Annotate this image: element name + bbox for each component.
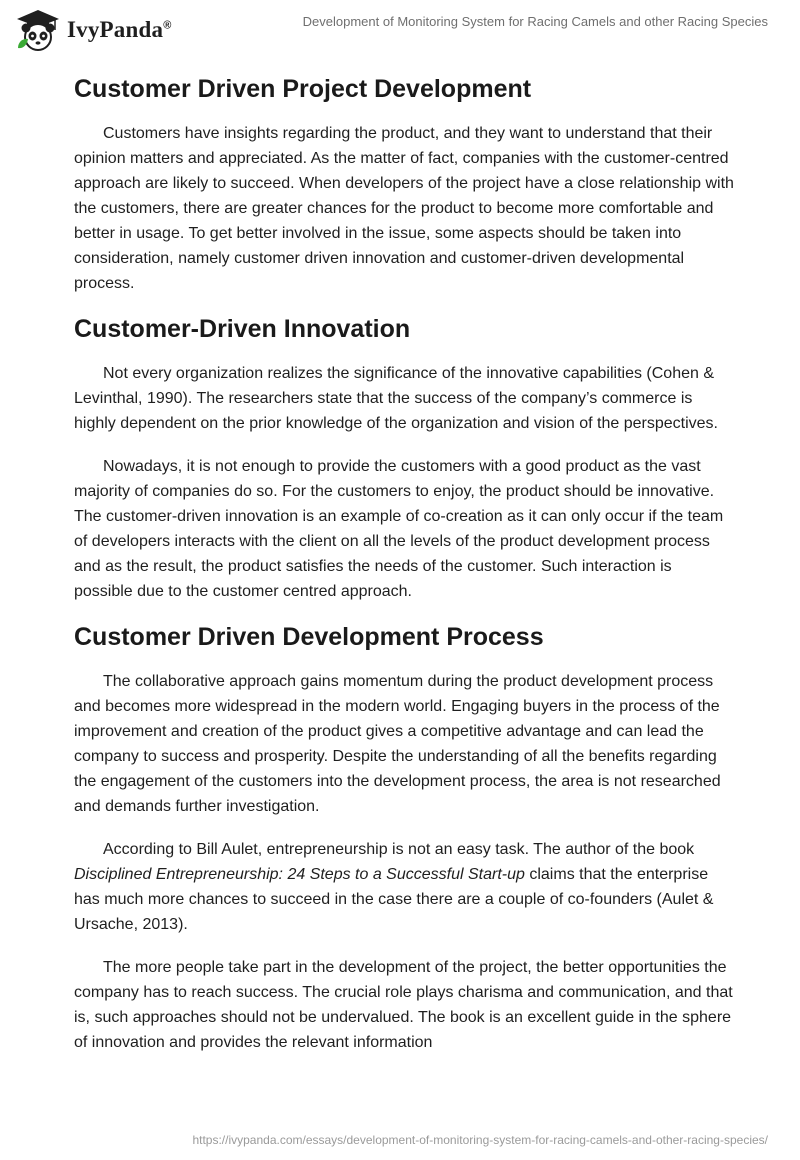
logo-wordmark: IvyPanda®	[67, 17, 172, 42]
ivypanda-logo[interactable]	[15, 8, 172, 52]
section-heading: Customer Driven Development Process	[74, 623, 544, 651]
paragraph: Nowadays, it is not enough to provide the customers with a good product as the vast majority of companies do so. For the customers to enjoy, the product should be innovative. The customer-driven innovation is an example of co-creation as it can only occur if the team of developers interacts with the client on all the levels of the product development process and as the result, the product satisfies the needs of the customer. Such interaction is possible due to the customer centred approach.	[74, 458, 724, 600]
panda-graduate-icon	[15, 8, 61, 52]
paragraph: Not every organization realizes the significance of the innovative capabilities (Cohen & Levinthal, 1990). The researchers state that the success of the company’s commerce is highly dependent on the prior knowledge of the organization and vision of the perspectives.	[74, 365, 718, 432]
paragraph: The collaborative approach gains momentum during the product development process and becomes more widespread in the modern world. Engaging buyers in the process of the improvement and creation of the product gives a competitive advantage and can lead the company to success and prosperity. Despite the understanding of all the benefits regarding the engagement of the customers into the development process, the area is not researched and demands further investigation.	[74, 673, 721, 815]
paragraph-text: claims that the enterprise has much more chances to succeed in the case there are a couple of co-founders (Aulet & Ursache, 2013).	[74, 866, 714, 933]
page-header	[0, 0, 800, 62]
section-heading: Customer-Driven Innovation	[74, 315, 411, 343]
paragraph-aulet	[74, 837, 734, 937]
essay-content	[74, 74, 734, 1073]
document-title: Development of Monitoring System for Racing Camels and other Racing Species	[302, 14, 768, 29]
source-url[interactable]: https://ivypanda.com/essays/development-of-monitoring-system-for-racing-camels-and-other-racing-species/	[192, 1133, 768, 1147]
paragraph: Customers have insights regarding the product, and they want to understand that their opinion matters and appreciated. As the matter of fact, companies with the customer-centred approach are likely to succeed. When developers of the project have a close relationship with the customers, there are greater chances for the product to become more comfortable and better in usage. To get better involved in the issue, some aspects should be taken into consideration, namely customer driven innovation and customer-driven developmental process.	[74, 125, 734, 292]
paragraph-text: According to Bill Aulet, entrepreneurship is not an easy task. The author of the book	[103, 841, 695, 858]
section-heading: Customer Driven Project Development	[74, 75, 532, 103]
paragraph: The more people take part in the development of the project, the better opportunities the company has to reach success. The crucial role plays charisma and communication, and that is, such approaches should not be undervalued. The book is an excellent guide in the sphere of innovation and provides the relevant information	[74, 959, 733, 1051]
book-title: Disciplined Entrepreneurship: 24 Steps to a Successful Start-up	[74, 866, 525, 883]
